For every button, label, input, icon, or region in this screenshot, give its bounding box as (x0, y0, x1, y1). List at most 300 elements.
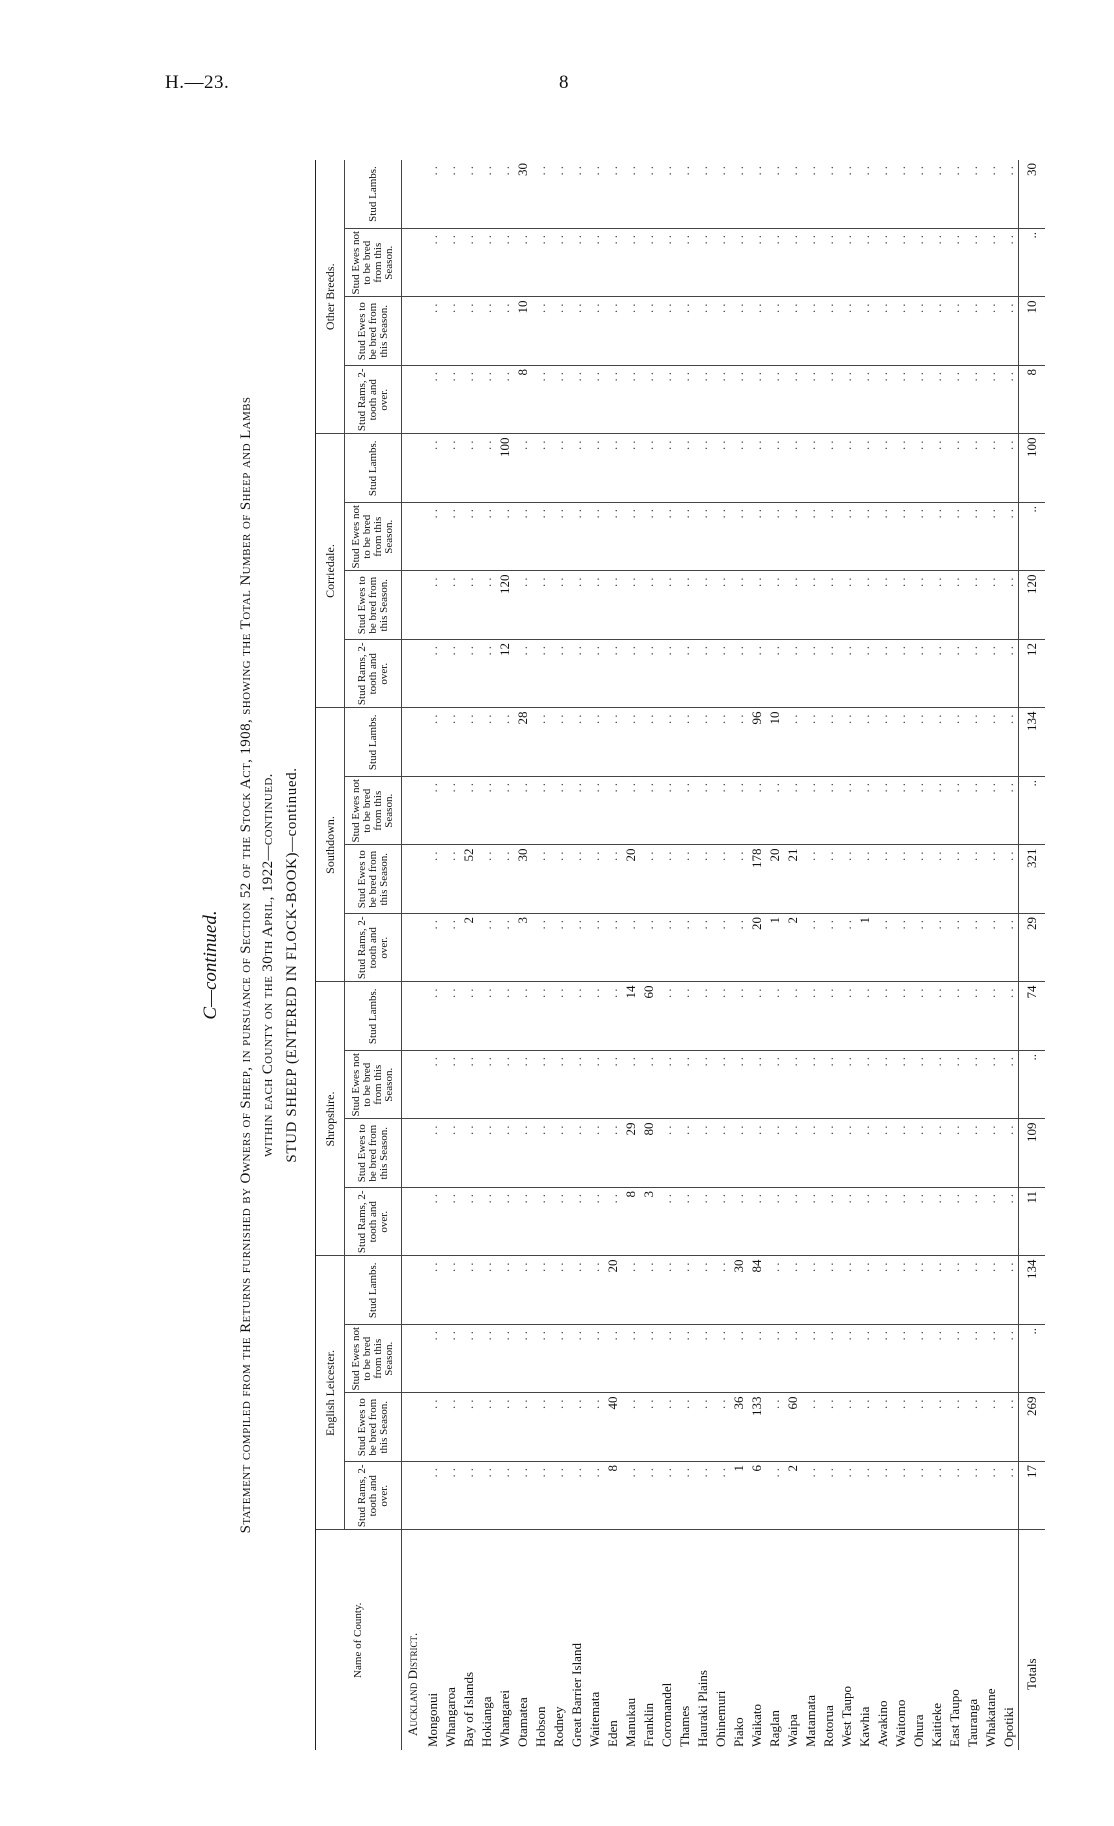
empty-cell: .. (460, 160, 478, 229)
empty-cell: .. (892, 160, 910, 229)
category-header: Stud Rams, 2-tooth and over. (345, 1462, 402, 1531)
empty-cell: .. (676, 640, 694, 709)
empty-cell: .. (928, 1462, 946, 1531)
empty-cell: .. (910, 1051, 928, 1120)
empty-cell: .. (874, 914, 892, 983)
stud-sheep-heading: STUD SHEEP (ENTERED IN FLOCK-BOOK)—continued. (284, 767, 300, 1163)
empty-cell (402, 777, 425, 846)
empty-cell: .. (802, 1256, 820, 1325)
empty-cell: .. (982, 297, 1000, 366)
empty-cell: .. (964, 1462, 982, 1531)
county-name: Waikato (749, 1704, 764, 1747)
county-name: West Taupo (839, 1686, 854, 1747)
empty-cell: .. (496, 845, 514, 914)
empty-cell: .. (478, 1119, 496, 1188)
empty-cell: .. (928, 434, 946, 503)
table-row (622, 160, 640, 1750)
value-cell: 20 (748, 914, 766, 983)
empty-cell: .. (838, 1256, 856, 1325)
empty-cell: .. (424, 503, 442, 572)
value-cell: 2 (784, 914, 802, 983)
value-cell: 178 (748, 845, 766, 914)
empty-cell: .. (712, 503, 730, 572)
table-row (676, 160, 694, 1750)
empty-cell (402, 434, 425, 503)
empty-cell: .. (460, 1462, 478, 1531)
total-cell: 74 (1019, 982, 1046, 1051)
empty-cell: .. (676, 297, 694, 366)
empty-cell: .. (766, 1393, 784, 1462)
empty-cell: .. (460, 777, 478, 846)
empty-cell: .. (658, 845, 676, 914)
empty-cell: .. (514, 1393, 532, 1462)
total-cell: 134 (1019, 1256, 1046, 1325)
empty-cell: .. (604, 160, 622, 229)
empty-cell: .. (1000, 297, 1019, 366)
empty-cell: .. (928, 160, 946, 229)
empty-cell: .. (910, 297, 928, 366)
table-row (748, 160, 766, 1750)
county-name: Ohinemuri (713, 1690, 728, 1747)
empty-cell: .. (676, 1325, 694, 1394)
empty-cell: .. (442, 297, 460, 366)
empty-cell: .. (658, 1119, 676, 1188)
empty-cell: .. (694, 1188, 712, 1257)
empty-cell: .. (532, 708, 550, 777)
empty-cell: .. (964, 640, 982, 709)
empty-cell: .. (604, 1188, 622, 1257)
empty-cell: .. (640, 229, 658, 298)
category-header: Stud Ewes not to be bred from this Season. (345, 229, 402, 298)
empty-cell: .. (532, 640, 550, 709)
empty-cell: .. (676, 503, 694, 572)
empty-cell: .. (910, 1393, 928, 1462)
empty-cell: .. (730, 914, 748, 983)
empty-cell: .. (586, 982, 604, 1051)
empty-cell: .. (568, 845, 586, 914)
empty-cell: .. (820, 1256, 838, 1325)
empty-cell: .. (766, 1051, 784, 1120)
empty-cell: .. (910, 503, 928, 572)
empty-cell: .. (874, 845, 892, 914)
empty-cell: .. (856, 1256, 874, 1325)
empty-cell (402, 1393, 425, 1462)
empty-cell: .. (964, 845, 982, 914)
empty-cell: .. (478, 1325, 496, 1394)
empty-cell: .. (910, 1256, 928, 1325)
empty-cell: .. (586, 1256, 604, 1325)
empty-cell: .. (424, 1256, 442, 1325)
empty-cell: .. (820, 1051, 838, 1120)
empty-cell: .. (658, 1051, 676, 1120)
empty-cell: .. (550, 708, 568, 777)
empty-cell: .. (748, 160, 766, 229)
empty-cell: .. (892, 1051, 910, 1120)
empty-cell: .. (766, 982, 784, 1051)
table-row (568, 160, 586, 1750)
empty-cell: .. (460, 503, 478, 572)
table-row (496, 160, 514, 1750)
value-cell: 10 (514, 297, 532, 366)
empty-cell: .. (928, 1256, 946, 1325)
empty-cell: .. (946, 1325, 964, 1394)
empty-cell (402, 640, 425, 709)
empty-cell: .. (748, 434, 766, 503)
continued-heading: C—continued. (200, 910, 221, 1020)
empty-cell: .. (784, 571, 802, 640)
empty-cell: .. (442, 640, 460, 709)
empty-cell: .. (730, 1325, 748, 1394)
empty-cell: .. (568, 1393, 586, 1462)
empty-cell: .. (712, 777, 730, 846)
table-row (604, 160, 622, 1750)
empty-cell: .. (658, 366, 676, 435)
empty-cell: .. (694, 1051, 712, 1120)
empty-cell: .. (496, 1188, 514, 1257)
total-cell: .. (1019, 1051, 1046, 1120)
empty-cell: .. (730, 1188, 748, 1257)
empty-cell: .. (1000, 914, 1019, 983)
empty-cell: .. (622, 914, 640, 983)
empty-cell: .. (946, 708, 964, 777)
empty-cell: .. (478, 640, 496, 709)
empty-cell: .. (658, 1393, 676, 1462)
empty-cell (402, 160, 425, 229)
empty-cell: .. (820, 366, 838, 435)
category-header: Stud Rams, 2-tooth and over. (345, 914, 402, 983)
empty-cell: .. (424, 434, 442, 503)
empty-cell: .. (622, 571, 640, 640)
empty-cell: .. (424, 1325, 442, 1394)
empty-cell: .. (424, 914, 442, 983)
empty-cell: .. (964, 160, 982, 229)
breed-header: English Leicester. (316, 1256, 345, 1530)
empty-cell: .. (532, 297, 550, 366)
stud-sheep-table (315, 160, 1045, 1750)
empty-cell: .. (604, 434, 622, 503)
empty-cell: .. (676, 1256, 694, 1325)
empty-cell: .. (784, 366, 802, 435)
empty-cell: .. (982, 708, 1000, 777)
empty-cell (402, 1462, 425, 1531)
empty-cell: .. (514, 571, 532, 640)
total-cell: 321 (1019, 845, 1046, 914)
empty-cell: .. (784, 982, 802, 1051)
empty-cell: .. (658, 777, 676, 846)
empty-cell: .. (856, 845, 874, 914)
empty-cell: .. (892, 366, 910, 435)
county-name: Matamata (803, 1695, 818, 1747)
table-row (550, 160, 568, 1750)
empty-cell: .. (424, 982, 442, 1051)
empty-cell: .. (694, 640, 712, 709)
total-cell: 109 (1019, 1119, 1046, 1188)
empty-cell: .. (640, 640, 658, 709)
empty-cell: .. (802, 1462, 820, 1531)
value-cell: 96 (748, 708, 766, 777)
empty-cell: .. (1000, 229, 1019, 298)
empty-cell: .. (946, 571, 964, 640)
empty-cell: .. (676, 845, 694, 914)
value-cell: 8 (622, 1188, 640, 1257)
empty-cell: .. (658, 229, 676, 298)
empty-cell: .. (586, 914, 604, 983)
empty-cell: .. (568, 229, 586, 298)
empty-cell: .. (874, 1051, 892, 1120)
empty-cell: .. (766, 1256, 784, 1325)
empty-cell: .. (676, 1119, 694, 1188)
empty-cell: .. (1000, 1256, 1019, 1325)
category-header: Stud Ewes to be bred from this Season. (345, 297, 402, 366)
value-cell: 30 (514, 160, 532, 229)
empty-cell: .. (820, 1393, 838, 1462)
empty-cell: .. (874, 366, 892, 435)
empty-cell: .. (478, 1188, 496, 1257)
empty-cell: .. (802, 845, 820, 914)
category-header: Stud Lambs. (345, 1256, 402, 1325)
empty-cell: .. (910, 982, 928, 1051)
empty-cell: .. (946, 1119, 964, 1188)
empty-cell: .. (496, 1393, 514, 1462)
empty-cell: .. (676, 1393, 694, 1462)
category-header: Stud Ewes not to be bred from this Season. (345, 503, 402, 572)
empty-cell: .. (586, 1119, 604, 1188)
empty-cell: .. (568, 1119, 586, 1188)
empty-cell: .. (442, 1256, 460, 1325)
empty-cell: .. (766, 160, 784, 229)
county-name: Mongonui (425, 1692, 440, 1747)
empty-cell: .. (802, 503, 820, 572)
empty-cell: .. (820, 845, 838, 914)
empty-cell: .. (802, 1188, 820, 1257)
empty-cell: .. (622, 1256, 640, 1325)
county-name: Manukau (623, 1697, 638, 1747)
empty-cell: .. (658, 640, 676, 709)
empty-cell: .. (478, 1051, 496, 1120)
empty-cell: .. (946, 1393, 964, 1462)
table-row (658, 160, 676, 1750)
empty-cell: .. (478, 1256, 496, 1325)
table-row (586, 160, 604, 1750)
empty-cell: .. (766, 366, 784, 435)
empty-cell: .. (442, 1188, 460, 1257)
empty-cell: .. (676, 914, 694, 983)
empty-cell: .. (550, 1256, 568, 1325)
county-name: Thames (677, 1705, 692, 1747)
empty-cell: .. (820, 982, 838, 1051)
empty-cell: .. (820, 640, 838, 709)
empty-cell: .. (478, 708, 496, 777)
empty-cell: .. (604, 640, 622, 709)
empty-cell: .. (856, 1188, 874, 1257)
empty-cell: .. (460, 1325, 478, 1394)
empty-cell: .. (1000, 160, 1019, 229)
empty-cell: .. (640, 777, 658, 846)
empty-cell: .. (550, 1393, 568, 1462)
category-header: Stud Ewes to be bred from this Season. (345, 1119, 402, 1188)
empty-cell: .. (622, 434, 640, 503)
empty-cell: .. (514, 434, 532, 503)
empty-cell: .. (532, 434, 550, 503)
breed-header: Southdown. (316, 708, 345, 982)
empty-cell: .. (514, 1119, 532, 1188)
empty-cell: .. (622, 1325, 640, 1394)
empty-cell: .. (514, 640, 532, 709)
empty-cell: .. (1000, 1462, 1019, 1531)
empty-cell: .. (658, 1256, 676, 1325)
table-row (802, 160, 820, 1750)
empty-cell: .. (640, 366, 658, 435)
empty-cell: .. (892, 297, 910, 366)
value-cell: 60 (784, 1393, 802, 1462)
empty-cell: .. (982, 982, 1000, 1051)
empty-cell: .. (532, 366, 550, 435)
value-cell: 20 (604, 1256, 622, 1325)
empty-cell: .. (856, 982, 874, 1051)
empty-cell: .. (892, 1393, 910, 1462)
totals-label: Totals (1019, 1530, 1046, 1750)
empty-cell: .. (820, 1462, 838, 1531)
empty-cell: .. (442, 229, 460, 298)
county-name: Rodney (551, 1706, 566, 1747)
empty-cell: .. (766, 640, 784, 709)
value-cell: 14 (622, 982, 640, 1051)
empty-cell: .. (478, 503, 496, 572)
empty-cell: .. (748, 777, 766, 846)
total-cell: 134 (1019, 708, 1046, 777)
empty-cell: .. (532, 160, 550, 229)
total-cell: .. (1019, 229, 1046, 298)
empty-cell: .. (586, 297, 604, 366)
empty-cell: .. (424, 1393, 442, 1462)
empty-cell: .. (604, 297, 622, 366)
value-cell: 133 (748, 1393, 766, 1462)
empty-cell: .. (784, 708, 802, 777)
empty-cell: .. (766, 1188, 784, 1257)
empty-cell: .. (784, 229, 802, 298)
empty-cell: .. (640, 503, 658, 572)
empty-cell: .. (442, 914, 460, 983)
empty-cell: .. (748, 503, 766, 572)
empty-cell: .. (694, 1393, 712, 1462)
empty-cell: .. (820, 503, 838, 572)
empty-cell: .. (946, 434, 964, 503)
empty-cell (402, 366, 425, 435)
empty-cell: .. (442, 1325, 460, 1394)
empty-cell: .. (946, 1051, 964, 1120)
empty-cell: .. (766, 1325, 784, 1394)
empty-cell: .. (694, 1325, 712, 1394)
empty-cell (402, 708, 425, 777)
total-cell: .. (1019, 503, 1046, 572)
empty-cell: .. (892, 229, 910, 298)
empty-cell: .. (784, 434, 802, 503)
empty-cell: .. (550, 571, 568, 640)
empty-cell: .. (496, 297, 514, 366)
empty-cell: .. (910, 777, 928, 846)
empty-cell: .. (784, 297, 802, 366)
empty-cell (402, 571, 425, 640)
empty-cell: .. (982, 1188, 1000, 1257)
empty-cell: .. (694, 1256, 712, 1325)
empty-cell: .. (694, 503, 712, 572)
empty-cell: .. (694, 160, 712, 229)
empty-cell: .. (550, 503, 568, 572)
value-cell: 1 (766, 914, 784, 983)
empty-cell: .. (946, 914, 964, 983)
empty-cell: .. (478, 982, 496, 1051)
empty-cell: .. (658, 1462, 676, 1531)
empty-cell: .. (892, 1119, 910, 1188)
empty-cell: .. (802, 1119, 820, 1188)
empty-cell: .. (640, 1393, 658, 1462)
empty-cell: .. (766, 229, 784, 298)
empty-cell: .. (640, 708, 658, 777)
table-row (964, 160, 982, 1750)
value-cell: 84 (748, 1256, 766, 1325)
empty-cell: .. (676, 571, 694, 640)
empty-cell: .. (550, 982, 568, 1051)
empty-cell: .. (532, 1188, 550, 1257)
empty-cell: .. (1000, 982, 1019, 1051)
empty-cell: .. (442, 434, 460, 503)
empty-cell: .. (910, 366, 928, 435)
empty-cell: .. (1000, 845, 1019, 914)
category-header: Stud Lambs. (345, 982, 402, 1051)
empty-cell: .. (514, 982, 532, 1051)
empty-cell: .. (442, 845, 460, 914)
value-cell: 30 (514, 845, 532, 914)
empty-cell: .. (586, 229, 604, 298)
empty-cell: .. (550, 366, 568, 435)
value-cell: 120 (496, 571, 514, 640)
empty-cell: .. (964, 1188, 982, 1257)
empty-cell: .. (712, 1393, 730, 1462)
empty-cell: .. (964, 366, 982, 435)
empty-cell: .. (514, 1188, 532, 1257)
empty-cell: .. (424, 640, 442, 709)
empty-cell: .. (838, 777, 856, 846)
empty-cell: .. (604, 777, 622, 846)
empty-cell: .. (928, 640, 946, 709)
empty-cell: .. (982, 1051, 1000, 1120)
empty-cell: .. (658, 982, 676, 1051)
value-cell: 60 (640, 982, 658, 1051)
empty-cell (402, 297, 425, 366)
empty-cell: .. (550, 229, 568, 298)
category-header: Stud Rams, 2-tooth and over. (345, 1188, 402, 1257)
empty-cell: .. (928, 229, 946, 298)
empty-cell: .. (712, 1462, 730, 1531)
empty-cell: .. (946, 366, 964, 435)
value-cell: 20 (766, 845, 784, 914)
empty-cell: .. (982, 640, 1000, 709)
empty-cell: .. (604, 571, 622, 640)
empty-cell: .. (838, 1119, 856, 1188)
empty-cell: .. (532, 845, 550, 914)
empty-cell: .. (622, 1051, 640, 1120)
empty-cell: .. (442, 708, 460, 777)
empty-cell: .. (676, 777, 694, 846)
empty-cell: .. (964, 708, 982, 777)
empty-cell (402, 1256, 425, 1325)
empty-cell: .. (514, 1051, 532, 1120)
empty-cell: .. (424, 366, 442, 435)
total-cell: 30 (1019, 160, 1046, 229)
table-row (442, 160, 460, 1750)
empty-cell: .. (532, 777, 550, 846)
empty-cell: .. (550, 1119, 568, 1188)
